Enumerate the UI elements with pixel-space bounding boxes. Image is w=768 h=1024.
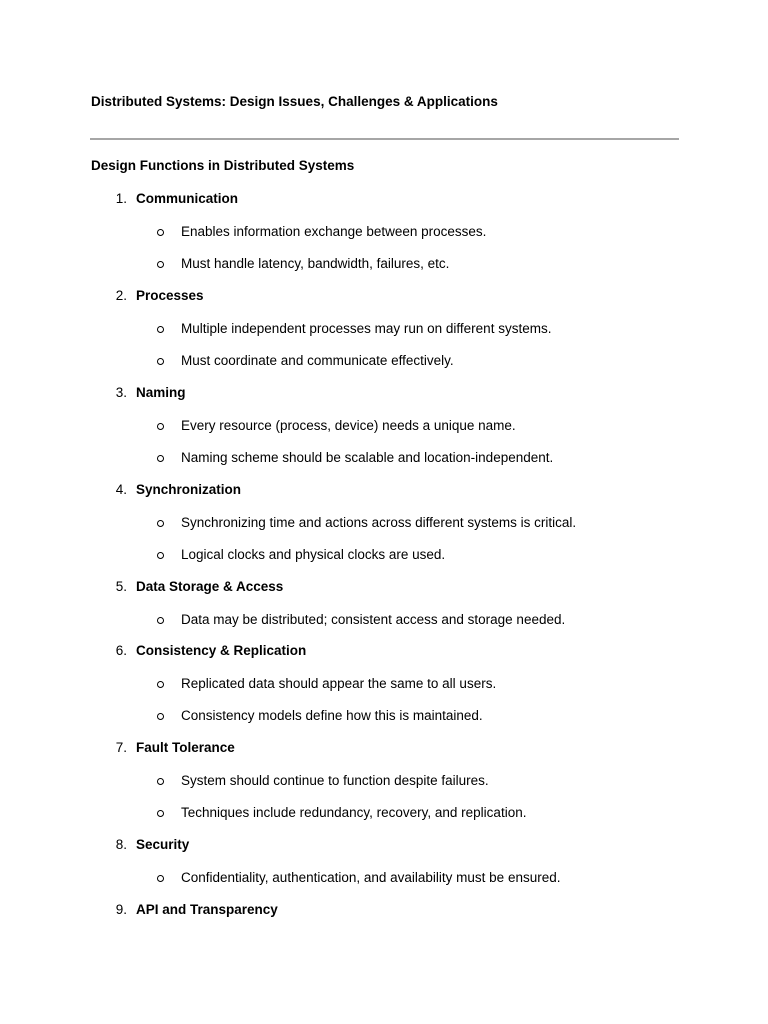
hollow-circle-bullet-icon: [157, 455, 164, 462]
sub-list-item: [0, 223, 768, 241]
sub-list-item-text: Synchronizing time and actions across different systems is critical.: [181, 515, 577, 530]
sub-list-item: [0, 514, 768, 532]
list-item-number: 6.: [115, 643, 127, 658]
sub-list-item-text: Confidentiality, authentication, and availability must be ensured.: [181, 870, 561, 885]
list-item: [0, 287, 768, 305]
list-item-number: 2.: [115, 288, 127, 303]
list-item-label: Processes: [136, 288, 204, 303]
list-item-label: Fault Tolerance: [136, 740, 235, 755]
sub-list-item: [0, 352, 768, 370]
list-item: [0, 481, 768, 499]
sub-list-item-text: Replicated data should appear the same to all users.: [181, 676, 497, 691]
hollow-circle-bullet-icon: [157, 261, 164, 268]
sub-list-item-text: Enables information exchange between processes.: [181, 224, 487, 239]
section-heading: Design Functions in Distributed Systems: [91, 158, 355, 173]
hollow-circle-bullet-icon: [157, 552, 164, 559]
list-item: [0, 578, 768, 596]
list-item-number: 8.: [115, 837, 127, 852]
sub-list-item: [0, 449, 768, 467]
list-item-label: Communication: [136, 191, 239, 206]
sub-list-item-text: Consistency models define how this is maintained.: [181, 708, 483, 724]
hollow-circle-bullet-icon: [157, 520, 164, 527]
sub-list-item: [0, 869, 768, 887]
sub-list-item-text: Logical clocks and physical clocks are used.: [181, 547, 446, 563]
list-item-number: 9.: [115, 902, 127, 917]
sub-list-item: [0, 417, 768, 435]
hollow-circle-bullet-icon: [157, 358, 164, 365]
sub-list-item-text: Data may be distributed; consistent access and storage needed.: [181, 612, 566, 627]
hollow-circle-bullet-icon: [157, 326, 164, 333]
sub-list-item-text: Every resource (process, device) needs a unique name.: [181, 418, 516, 433]
hollow-circle-bullet-icon: [157, 617, 164, 624]
hollow-circle-bullet-icon: [157, 229, 164, 236]
sub-list-item: [0, 611, 768, 629]
hollow-circle-bullet-icon: [157, 713, 164, 720]
horizontal-rule: [90, 138, 679, 140]
list-item-label: API and Transparency: [136, 902, 278, 917]
sub-list-item: [0, 707, 768, 725]
list-item: [0, 836, 768, 854]
sub-list-item: [0, 255, 768, 273]
list-item-number: 1.: [115, 191, 127, 206]
sub-list-item: [0, 675, 768, 693]
list-item-label: Naming: [136, 385, 186, 400]
list-item-number: 4.: [115, 482, 127, 497]
list-item: [0, 739, 768, 757]
hollow-circle-bullet-icon: [157, 875, 164, 882]
sub-list-item: [0, 320, 768, 338]
list-item-label: Synchronization: [136, 482, 242, 497]
sub-list-item-text: Must coordinate and communicate effectively.: [181, 353, 454, 369]
list-item-label: Security: [136, 837, 190, 852]
hollow-circle-bullet-icon: [157, 810, 164, 817]
list-item-label: Data Storage & Access: [136, 579, 284, 594]
hollow-circle-bullet-icon: [157, 681, 164, 688]
list-item: [0, 901, 768, 919]
document-title: Distributed Systems: Design Issues, Challenges & Applications: [91, 94, 498, 109]
sub-list-item-text: System should continue to function despite failures.: [181, 773, 489, 788]
sub-list-item-text: Techniques include redundancy, recovery, and replication.: [181, 805, 527, 821]
list-item-number: 3.: [115, 385, 127, 400]
sub-list-item: [0, 804, 768, 822]
list-item: [0, 642, 768, 660]
list-item: [0, 384, 768, 402]
list-item: [0, 190, 768, 208]
hollow-circle-bullet-icon: [157, 778, 164, 785]
list-item-number: 5.: [115, 579, 127, 594]
list-item-number: 7.: [115, 740, 127, 755]
sub-list-item: [0, 546, 768, 564]
sub-list-item-text: Multiple independent processes may run on different systems.: [181, 321, 552, 336]
sub-list-item-text: Naming scheme should be scalable and location-independent.: [181, 450, 554, 466]
sub-list-item-text: Must handle latency, bandwidth, failures, etc.: [181, 256, 450, 272]
list-item-label: Consistency & Replication: [136, 643, 307, 658]
hollow-circle-bullet-icon: [157, 423, 164, 430]
sub-list-item: [0, 772, 768, 790]
